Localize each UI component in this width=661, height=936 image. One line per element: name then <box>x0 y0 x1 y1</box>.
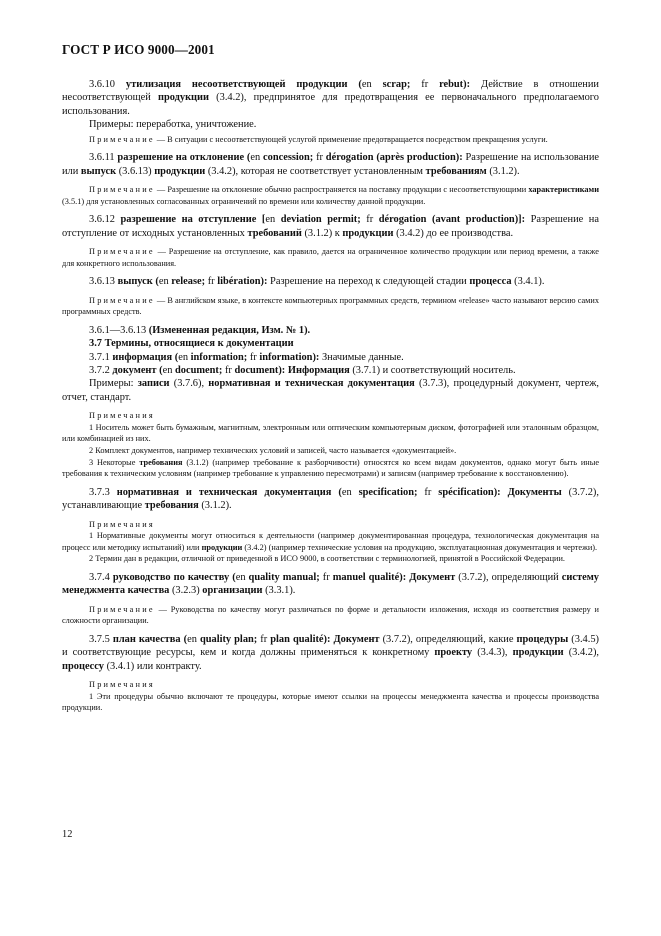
note1-3-7-5: 1 Эти процедуры обычно включают те процедуры, которые имеют ссылки на процессы менеджмента качества и процессы производства продукции. <box>62 691 599 713</box>
page-header: ГОСТ Р ИСО 9000—2001 <box>62 42 215 57</box>
term-3-6-10: 3.6.10 утилизация несоответствующей продукции (en scrap; fr rebut): Действие в отношении несоответствующей продукции (3.4.2), предпринятое для предотвращения ее первоначального предполагаемого использования. <box>62 79 599 117</box>
note-3-6-13: Примечание — В английском языке, в контексте компьютерных программных средств, термином «release» часто называют версию самих программных средств. <box>62 295 599 317</box>
notes-label-3-7-3: Примечания <box>89 519 155 529</box>
term-3-7-5: 3.7.5 план качества (en quality plan; fr plan qualité): Документ (3.7.2), определяющий, какие процедуры (3.4.5) и соответствующие ресурсы, кем и когда должны применяться к конкретному проекту (3.4.3), продукции (3.4.2), процессу (3.4.1) или контракту. <box>62 634 600 672</box>
note-3-6-10: Примечание — В ситуации с несоответствующей услугой применение предотвращается посредством прекращения услуги. <box>89 134 548 144</box>
note3-3-7-2: 3 Некоторые требования (3.1.2) (например требование к разборчивости) относятся ко всем видам документов, однако могут быть иные требования к техническим условиям (например требование к управлению пересмотрами) и записям (например требование к восстановлению). <box>62 457 599 479</box>
term-3-7-2: 3.7.2 документ (en document; fr document): Информация (3.7.1) и соответствующий носитель. <box>89 365 516 377</box>
term-3-7-1: 3.7.1 информация (en information; fr information): Значимые данные. <box>89 351 404 363</box>
term-3-7-3: 3.7.3 нормативная и техническая документация (en specification; fr spécification): Документы (3.7.2), устанавливающие требования (3.1.2). <box>62 486 599 512</box>
note-3-7-4: Примечание — Руководства по качеству могут различаться по форме и детальности изложения, исходя из соответствия размеру и сложности организации. <box>62 604 599 626</box>
term-3-6-11: 3.6.11 разрешение на отклонение (en concession; fr dérogation (après production): Разрешение на использование или выпуск (3.6.13) продукции (3.4.2), которая не соответствует установленным требованиям (3.1.2). <box>62 152 600 177</box>
examples-3-6-10: Примеры: переработка, уничтожение. <box>89 119 257 131</box>
note2-3-7-3: 2 Термин дан в редакции, отличной от приведенной в ИСО 9000, в соответствии с терминологией, принятой в Российской Федерации. <box>89 554 566 564</box>
term-3-7-4: 3.7.4 руководство по качеству (en quality manual; fr manuel qualité): Документ (3.7.2), определяющий систему менеджмента качества (3.2.3) организации (3.3.1). <box>62 572 599 597</box>
document-body <box>62 78 599 714</box>
term-3-6-12: 3.6.12 разрешение на отступление [en deviation permit; fr dérogation (avant production)]: Разрешение на отступление от исходных установленных требований (3.1.2) к продукции (3.4.2) до ее производства. <box>62 214 599 239</box>
note2-3-7-2: 2 Комплект документов, например технических условий и записей, часто называется «документацией». <box>89 446 457 456</box>
note1-3-7-3: 1 Нормативные документы могут относиться к деятельности (например документированная процедура, технологическая документация на процесс или методику испытаний) или продукции (3.4.2) (например технические условия на продукцию, эксплуатационная документация и чертежи). <box>62 531 599 552</box>
note-3-6-12: Примечание — Разрешение на отступление, как правило, дается на ограниченное количество продукции или период времени, а также для конкретного использования. <box>62 247 599 268</box>
amendment-note: 3.6.1—3.6.13 (Измененная редакция, Изм. № 1). <box>89 324 311 336</box>
section-heading-3-7: 3.7 Термины, относящиеся к документации <box>89 338 294 350</box>
note1-3-7-2: 1 Носитель может быть бумажным, магнитным, электронным или оптическим компьютерным диском, фотографией или эталонным образцом, или комбинацией из них. <box>62 422 599 444</box>
note-3-6-11: Примечание — Разрешение на отклонение обычно распространяется на поставку продукции с несоответствующими характеристиками (3.5.1) для установленных согласованных ограничений по времени или количеству данной продукции. <box>62 185 599 206</box>
term-3-6-13: 3.6.13 выпуск (en release; fr libération): Разрешение на переход к следующей стадии процесса (3.4.1). <box>89 276 545 288</box>
notes-label-3-7-2: Примечания <box>89 411 155 421</box>
examples-3-7-2: Примеры: записи (3.7.6), нормативная и техническая документация (3.7.3), процедурный документ, чертеж, отчет, стандарт. <box>62 378 600 403</box>
page-number: 12 <box>62 829 73 840</box>
notes-label-3-7-5: Примечания <box>89 680 155 690</box>
